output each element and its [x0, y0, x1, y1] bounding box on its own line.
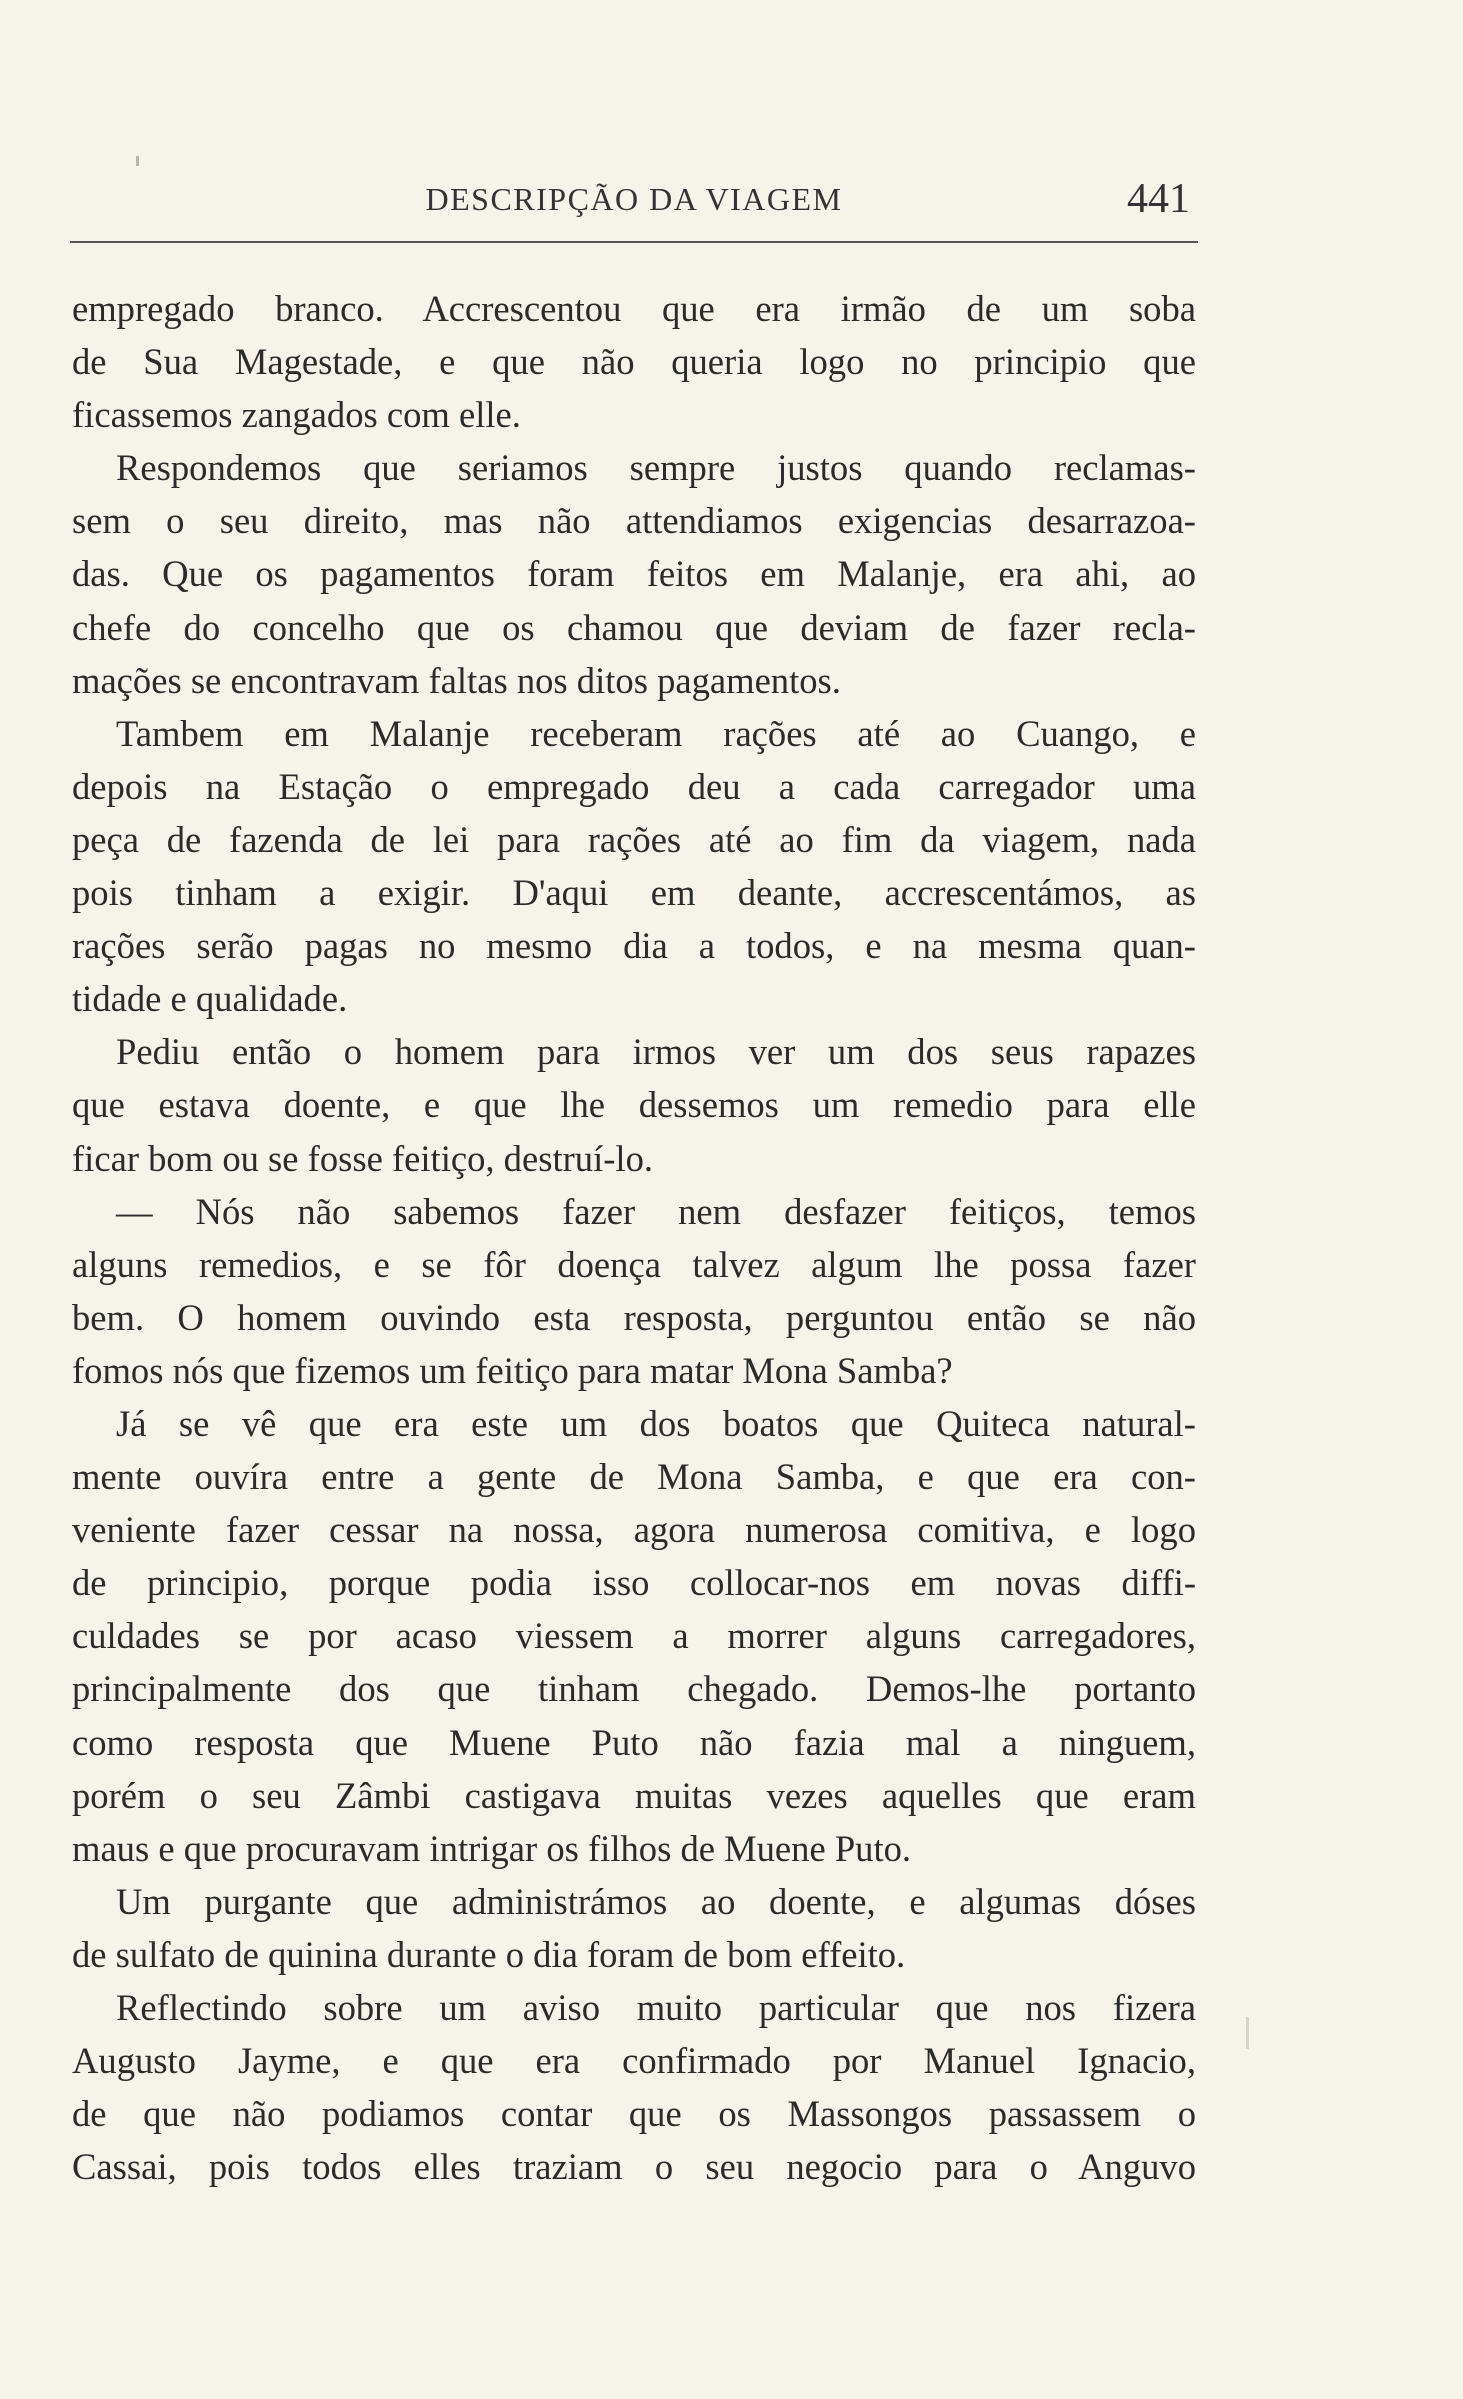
text-line: depois na Estação o empregado deu a cada carregador uma [72, 765, 1196, 807]
text-line: empregado branco. Accrescentou que era irmão de um soba [72, 288, 1196, 329]
text-line: mente ouvíra entre a gente de Mona Samba, e que era con- [72, 1456, 1196, 1498]
text-line: peça de fazenda de lei para rações até ao fim da viagem, nada [72, 818, 1196, 860]
text-line: de sulfato de quinina durante o dia foram de bom effeito. [72, 1933, 906, 1975]
text-line: pois tinham a exigir. D'aqui em deante, accrescentámos, as [72, 872, 1196, 914]
text-line: principalmente dos que tinham chegado. Demos-lhe portanto [72, 1668, 1196, 1710]
margin-mark [136, 156, 139, 166]
text-line: que estava doente, e que lhe dessemos um remedio para elle [72, 1084, 1196, 1126]
text-line: mações se encontravam faltas nos ditos pagamentos. [72, 659, 841, 701]
text-line: — Nós não sabemos fazer nem desfazer feitiços, temos [116, 1190, 1196, 1232]
text-line: como resposta que Muene Puto não fazia mal a ninguem, [72, 1721, 1196, 1763]
text-line: Já se vê que era este um dos boatos que Quiteca natural- [116, 1402, 1196, 1444]
text-line: Respondemos que seriamos sempre justos quando reclamas- [116, 447, 1196, 489]
text-line: bem. O homem ouvindo esta resposta, perguntou então se não [72, 1296, 1196, 1338]
text-line: maus e que procuravam intrigar os filhos de Muene Puto. [72, 1827, 912, 1869]
text-line: Tambem em Malanje receberam rações até ao Cuango, e [116, 712, 1196, 754]
text-line: alguns remedios, e se fôr doença talvez algum lhe possa fazer [72, 1243, 1196, 1285]
text-line: culdades se por acaso viessem a morrer alguns carregadores, [72, 1615, 1196, 1657]
text-line: das. Que os pagamentos foram feitos em Malanje, era ahi, ao [72, 553, 1196, 595]
text-line: ficassemos zangados com elle. [72, 394, 521, 436]
page-number: 441 [1127, 176, 1190, 222]
text-line: rações serão pagas no mesmo dia a todos, e na mesma quan- [72, 925, 1196, 967]
text-line: porém o seu Zâmbi castigava muitas vezes aquelles que eram [72, 1774, 1196, 1816]
text-line: de que não podiamos contar que os Massongos passassem o [72, 2093, 1196, 2135]
text-line: Reflectindo sobre um aviso muito particular que nos fizera [116, 1987, 1196, 2028]
text-line: Um purgante que administrámos ao doente, e algumas dóses [116, 1880, 1196, 1922]
text-line: chefe do concelho que os chamou que deviam de fazer recla- [72, 606, 1196, 648]
text-line: sem o seu direito, mas não attendiamos exigencias desarrazoa- [72, 500, 1196, 542]
text-line: fomos nós que fizemos um feitiço para matar Mona Samba? [72, 1349, 953, 1391]
text-line: de Sua Magestade, e que não queria logo no principio que [72, 341, 1196, 383]
text-line: Pediu então o homem para irmos ver um dos seus rapazes [116, 1031, 1196, 1073]
margin-mark [1246, 2017, 1249, 2049]
text-line: Cassai, pois todos elles traziam o seu negocio para o Anguvo [72, 2146, 1196, 2188]
running-head [70, 175, 1198, 235]
text-line: tidade e qualidade. [72, 978, 348, 1020]
text-line: de principio, porque podia isso collocar-nos em novas diffi- [72, 1562, 1196, 1604]
text-line: Augusto Jayme, e que era confirmado por Manuel Ignacio, [72, 2040, 1196, 2082]
text-line: veniente fazer cessar na nossa, agora numerosa comitiva, e logo [72, 1509, 1196, 1551]
header-rule [70, 241, 1198, 243]
running-title: DESCRIPÇÃO DA VIAGEM [425, 181, 843, 217]
body-text [72, 282, 1196, 2193]
text-line: ficar bom ou se fosse feitiço, destruí-lo. [72, 1137, 654, 1179]
